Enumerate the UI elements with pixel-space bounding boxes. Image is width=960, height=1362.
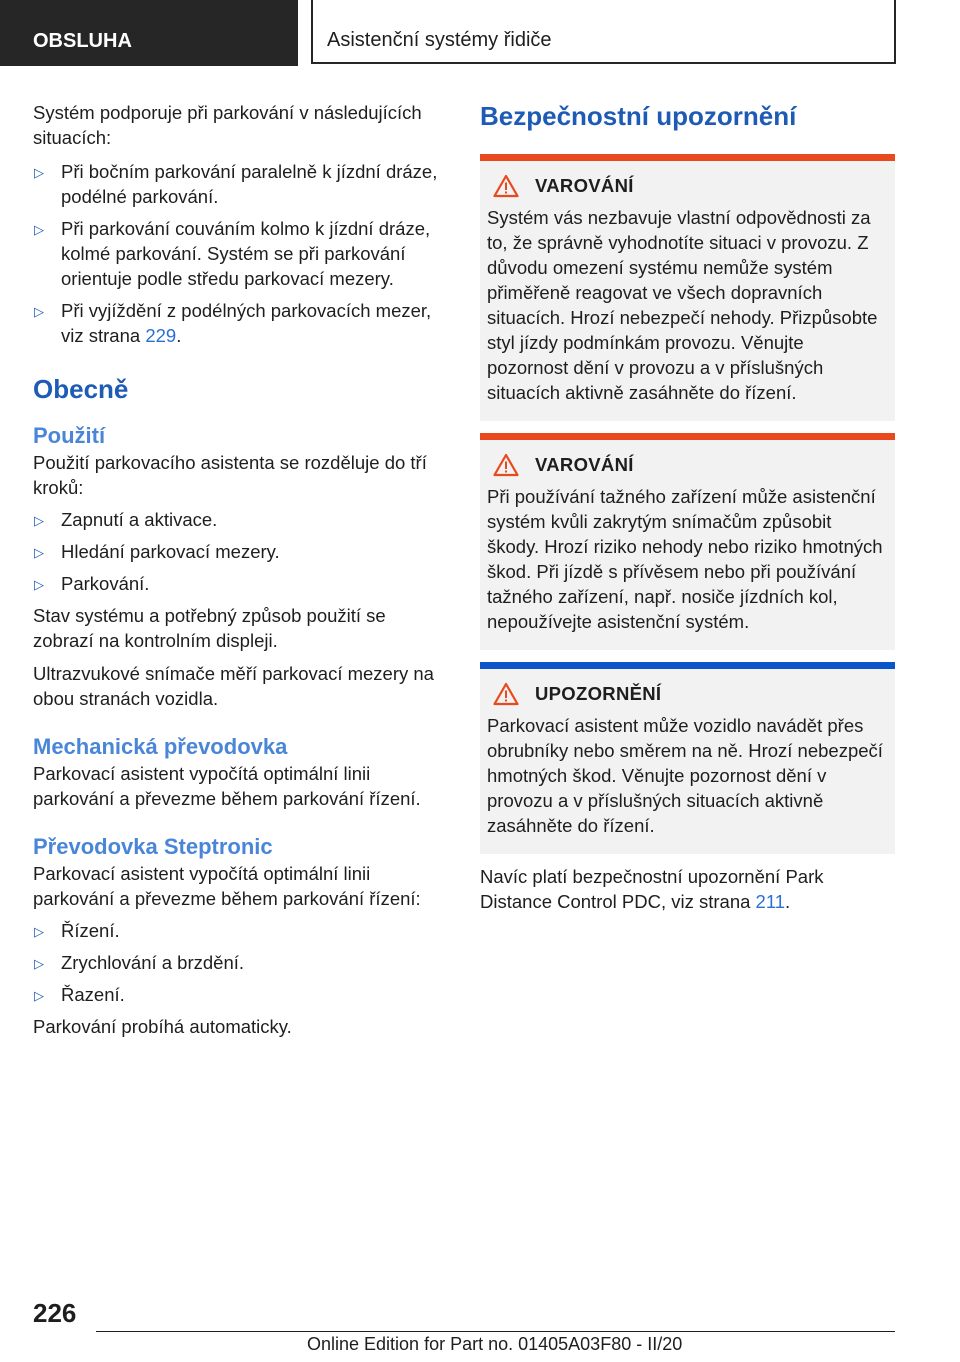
warning-bar: [480, 154, 895, 161]
list-item: ▷ Při bočním parkování paralelně k jízdní dráze, podélné parkování.: [34, 161, 438, 207]
warning-box-2: [480, 433, 895, 650]
chapter-title: Asistenční systémy řidiče: [311, 0, 896, 64]
warning-bar: [480, 433, 895, 440]
page-header: [0, 0, 960, 66]
intro-text: Systém podporuje při parkování v následujících situacích:: [33, 102, 422, 148]
sensors-text: Ultrazvukové snímače měří parkovací mezery na obou stranách vozidla.: [33, 663, 434, 709]
notice-bar: [480, 662, 895, 669]
left-column: [33, 100, 438, 1039]
warning-text: Při používání tažného zařízení může asistenční systém kvůli zakrytým snímačům způsobit škody. Hrozí riziko nehody nebo riziko hmotných škod. Při jízdě s přívěsem nebo při používání tažného zařízení, např. nosiče jízdních kol, nepoužívejte asistenční systém.: [487, 486, 883, 632]
warning-title: VAROVÁNÍ: [535, 454, 634, 475]
steptronic-list: [33, 918, 438, 1007]
bullet-triangle-icon: ▷: [34, 222, 44, 237]
steptronic-text: Parkovací asistent vypočítá optimální linii parkování a převezme během parkování řízení:: [33, 863, 421, 909]
bullet-triangle-icon: ▷: [34, 545, 44, 560]
usage-text: Použití parkovacího asistenta se rozděluje do tří kroků:: [33, 452, 427, 498]
warning-box-1: [480, 154, 895, 421]
list-item: ▷ Zapnutí a aktivace.: [33, 507, 438, 532]
notice-title: UPOZORNĚNÍ: [535, 683, 662, 704]
page-link-229[interactable]: 229: [145, 325, 177, 346]
bullet-triangle-icon: ▷: [34, 165, 44, 180]
page-number: 226: [33, 1298, 77, 1328]
manual-gearbox-heading: Mechanická převodovka: [33, 734, 288, 759]
list-item: ▷ Řazení.: [33, 982, 438, 1007]
notice-text: Parkovací asistent může vozidlo navádět přes obrubníky nebo směrem na ně. Hrozí nebezpečí hmotných škod. Věnujte pozornost dění v provozu a v příslušných situacích aktivně zasáhněte do řízení.: [487, 715, 883, 836]
warning-title: VAROVÁNÍ: [535, 175, 634, 196]
list-item: ▷ Zrychlování a brzdění.: [33, 950, 438, 975]
bullet-triangle-icon: ▷: [34, 956, 44, 971]
warning-text: Systém vás nezbavuje vlastní odpovědnosti za to, že správně vyhodnotíte situaci v provozu. Z důvodu omezení systému nemůže systém přiměřeně reagovat ve všech dopravních situacích. Hrozí nebezpečí nehody. Přizpůsobte styl jízdy podmínkám provozu. Věnujte pozornost dění v provozu a v příslušných situacích aktivně zasáhněte do řízení.: [487, 207, 878, 403]
pdc-note: Navíc platí bezpečnostní upozornění Park Distance Control PDC, viz strana 211.: [480, 866, 824, 912]
manual-gearbox-text: Parkovací asistent vypočítá optimální linii parkování a převezme během parkování řízení.: [33, 763, 421, 809]
bullet-triangle-icon: ▷: [34, 988, 44, 1003]
list-item: ▷ Řízení.: [33, 918, 438, 943]
bullet-triangle-icon: ▷: [34, 513, 44, 528]
general-heading: Obecně: [33, 374, 129, 404]
warning-triangle-icon: [493, 453, 519, 477]
warning-triangle-icon: [493, 682, 519, 706]
safety-heading: Bezpečnostní upozornění: [480, 101, 797, 131]
situations-list: [33, 159, 438, 348]
list-item: ▷ Parkování.: [33, 571, 438, 596]
list-item: ▷ Při parkování couváním kolmo k jízdní dráze, kolmé parkování. Systém se při parkování orientuje podle středu parkovací mezery.: [34, 218, 431, 289]
warning-triangle-icon: [493, 174, 519, 198]
list-item: ▷ Hledání parkovací mezery.: [33, 539, 438, 564]
edition-note: Online Edition for Part no. 01405A03F80 - II/20: [307, 1334, 683, 1354]
notice-box: [480, 662, 895, 854]
usage-heading: Použití: [33, 423, 106, 448]
steps-list: [33, 507, 438, 596]
right-column: [480, 100, 895, 914]
bullet-triangle-icon: ▷: [34, 577, 44, 592]
section-tab: OBSLUHA: [0, 0, 298, 66]
steptronic-heading: Převodovka Steptronic: [33, 834, 273, 859]
auto-parking-text: Parkování probíhá automaticky.: [33, 1016, 292, 1037]
page-link-211[interactable]: 211: [755, 891, 786, 912]
bullet-triangle-icon: ▷: [34, 304, 44, 319]
bullet-triangle-icon: ▷: [34, 924, 44, 939]
status-text: Stav systému a potřebný způsob použití se zobrazí na kontrolním displeji.: [33, 605, 386, 651]
list-item: ▷ Při vyjíždění z podélných parkovacích mezer, viz strana 229.: [34, 300, 432, 346]
